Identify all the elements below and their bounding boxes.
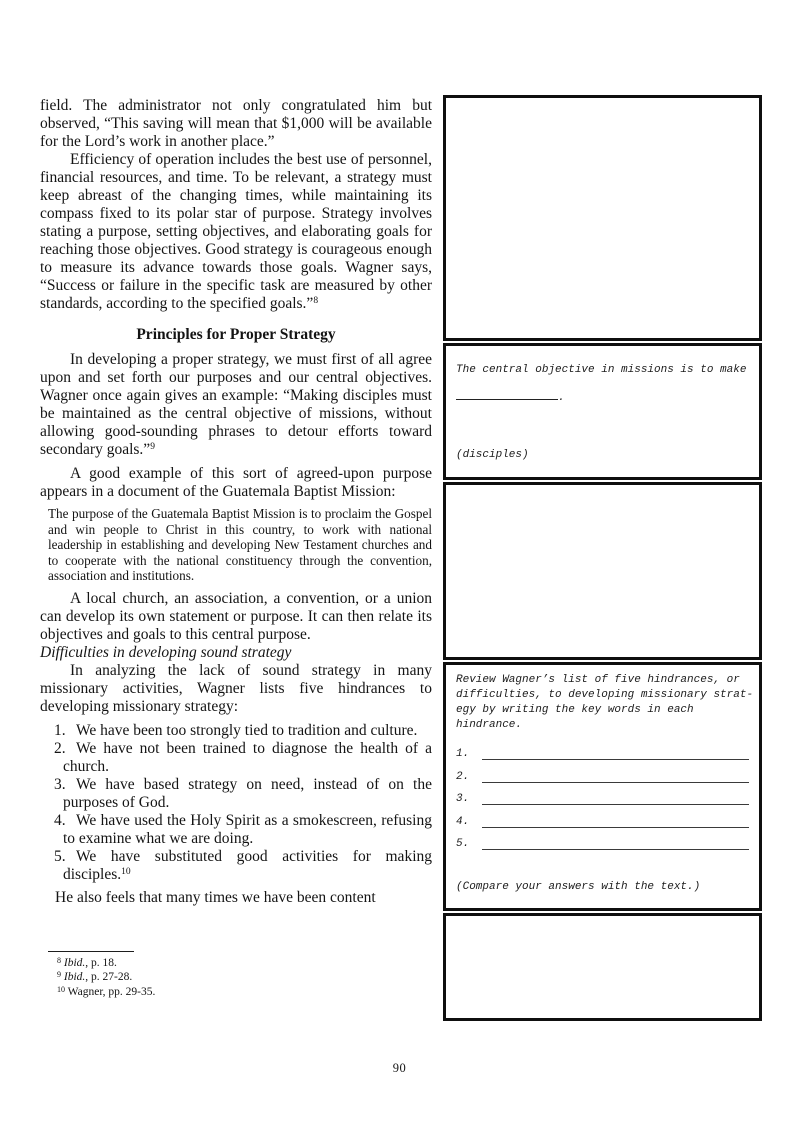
item-number: 2. [54,739,66,757]
footnotes-block [40,951,432,1000]
footnote-10 [57,985,432,1000]
workbook-box-empty-1 [443,95,762,341]
exercise-prompt-line: hindrance. [456,719,523,731]
workbook-column [443,95,762,1021]
item-text: We have not been trained to diagnose the health of a church. [63,739,432,775]
paragraph-continued: field. The administrator not only congratulated him but observed, “This saving will mean that $1,000 will be available for the Lord’s work in another place.” [40,97,432,150]
page-number: 90 [392,1061,407,1075]
paragraph-example: A good example of this sort of agreed-upon purpose appears in a document of the Guatemala Baptist Mission: [40,465,432,500]
paragraph-efficiency [40,151,432,313]
paragraph-efficiency-text: Efficiency of operation includes the best use of personnel, financial resources, and time. To be relevant, a strategy must keep abreast of the changing times, while maintaining its compass fixed to its polar star of purpose. Strategy involves stating a purpose, setting objectives, and elaborating goals for reaching those objectives. Good strategy is courageous enough to measure its advance towards those goals. Wagner says, “Success or failure in the specific task are measured by other standards, according to the specified goals.” [40,151,432,312]
list-item-2 [40,740,432,776]
footnote-text: Wagner, pp. 29-35. [67,985,156,998]
exercise-blank-row-4 [456,807,751,829]
footnote-marker: 10 [57,984,65,994]
fill-in-blank [456,388,751,406]
paragraph-developing [40,351,432,459]
paragraph-analyzing: In analyzing the lack of sound strategy in many missionary activities, Wagner lists five hindrances to developing missionary strategy: [40,661,432,715]
list-item-4 [40,812,432,848]
footnote-marker: 8 [57,955,61,965]
footnote-9 [57,970,432,985]
mission-purpose-quote: The purpose of the Guatemala Baptist Mission is to proclaim the Gospel and win people to Christ in this country, to work with national leadership in establishing and developing New Testament churches and to cooperate with the national constituency through the convention, association and institutions. [48,506,432,584]
blank-line [482,849,749,850]
fill-in-blank-line [456,388,558,400]
item-text: We have based strategy on need, instead of on the purposes of God. [63,775,432,811]
item-number: 5. [54,847,66,865]
blank-line [482,782,749,783]
blank-number: 4. [456,815,470,828]
item-text: We have substituted good activities for making disciples. [63,847,432,883]
footnote-ref-8: 8 [313,296,319,306]
blank-number: 1. [456,748,470,761]
fill-in-period: . [558,392,565,404]
blank-line [482,759,749,760]
footnote-source: Ibid. [63,956,86,969]
hindrance-list [40,722,432,884]
paragraph-content: He also feels that many times we have been content [55,888,376,906]
item-number: 4. [54,811,66,829]
subsection-heading: Difficulties in developing sound strategy [40,643,292,661]
exercise-blank-row-5 [456,830,751,852]
footnote-marker: 9 [57,970,61,980]
exercise-note: (Compare your answers with the text.) [456,880,701,893]
footnote-source: Ibid. [63,971,86,984]
list-item-3 [40,776,432,812]
footnote-ref-9: 9 [150,442,155,452]
exercise-prompt-line: egy by writing the key words in each [456,704,694,716]
fill-in-box [443,343,762,480]
footnote-rule [48,951,134,952]
main-text-column [40,90,432,999]
exercise-blank-row-3 [456,785,751,807]
paragraph-developing-text: In developing a proper strategy, we must first of all agree upon and set forth our purposes and our central objectives. Wagner once again gives an example: “Making disciples must be maintained as the central objective of missions, without allowing good-sounding phrases to detour efforts toward secondary goals.” [40,351,432,458]
item-number: 1. [54,721,66,739]
blank-number: 2. [456,770,470,783]
paragraph-local-church: A local church, an association, a convention, or a union can develop its own statement or purpose. It can then relate its objectives and goals to this central purpose. [40,589,432,643]
exercise-blanks [456,740,751,852]
item-number: 3. [54,775,66,793]
footnote-8 [57,956,432,971]
item-text: We have been too strongly tied to tradition and culture. [76,721,418,739]
item-text: We have used the Holy Spirit as a smokescreen, refusing to examine what we are doing. [63,811,432,847]
exercise-blank-row-1 [456,740,751,762]
workbook-box-empty-3 [443,913,762,1021]
fill-in-answer: (disciples) [456,449,529,461]
list-item-1 [40,722,432,740]
workbook-box-empty-2 [443,482,762,660]
blank-line [482,804,749,805]
footnote-text: , p. 27-28. [85,971,133,984]
section-heading: Principles for Proper Strategy [136,326,336,343]
fill-in-prompt: The central objective in missions is to make [456,364,747,376]
exercise-box [443,662,762,911]
blank-number: 5. [456,837,470,850]
blank-number: 3. [456,793,470,806]
exercise-blank-row-2 [456,762,751,784]
footnote-ref-10: 10 [121,866,131,877]
exercise-prompt-line: Review Wagner’s list of five hindrances, or [456,674,740,686]
footnote-text: , p. 18. [85,956,117,969]
exercise-prompt-line: difficulties, to developing missionary strat- [456,689,754,701]
list-item-5 [40,848,432,884]
blank-line [482,827,749,828]
